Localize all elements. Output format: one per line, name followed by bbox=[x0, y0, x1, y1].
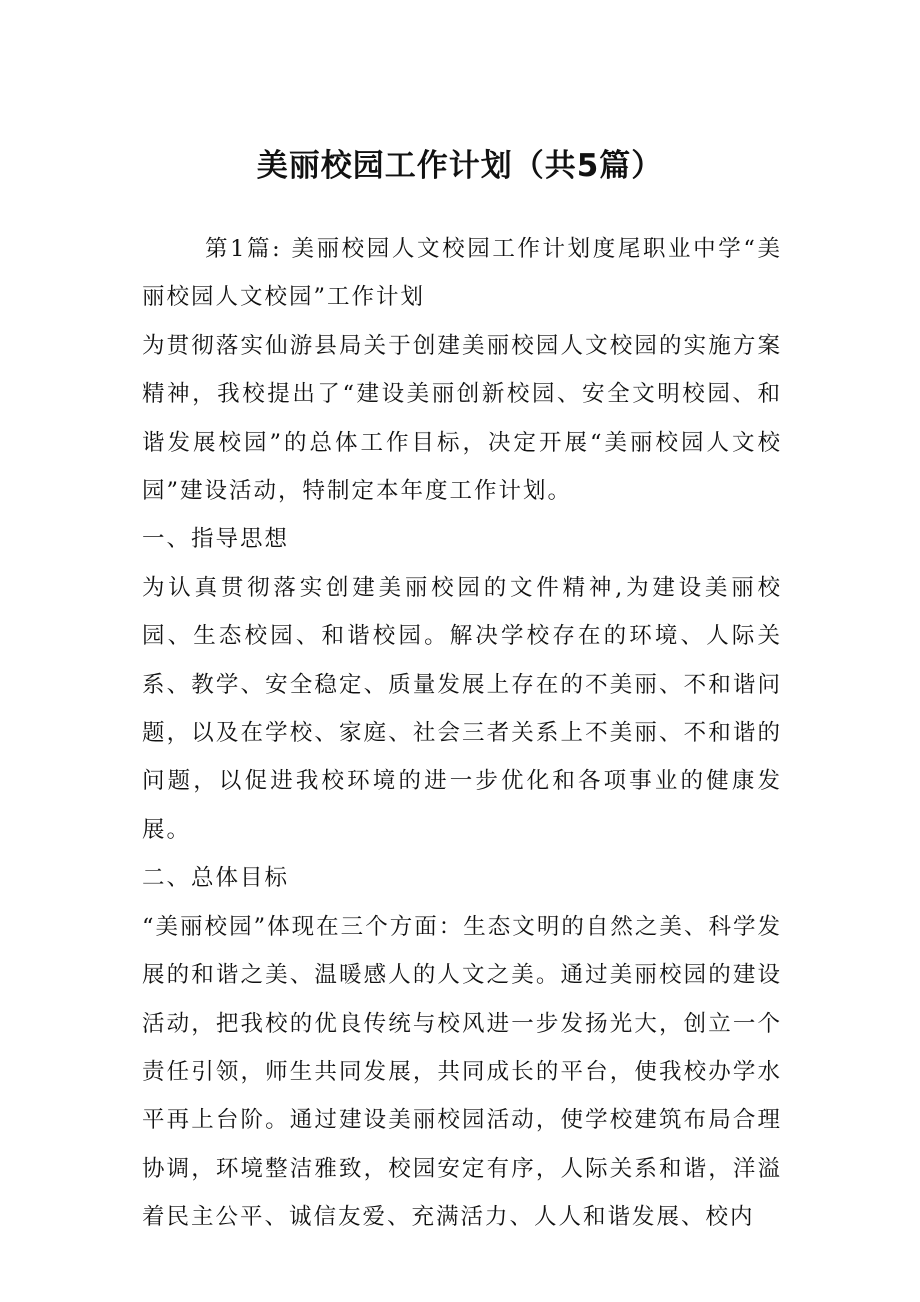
paragraph-overall-goal: “美丽校园”体现在三个方面：生态文明的自然之美、科学发展的和谐之美、温暖感人的人文之美。通过美丽校园的建设活动，把我校的优良传统与校风进一步发扬光大，创立一个责任引领，师生共同发展，共同成长的平台，使我校办学水平再上台阶。通过建设美丽校园活动，使学校建筑布局合理协调，环境整洁雅致，校园安定有序，人际关系和谐，洋溢着民主公平、诚信友爱、充满活力、人人和谐发展、校内 bbox=[142, 913, 782, 1231]
section-heading-overall-goal: 二、总体目标 bbox=[142, 865, 290, 892]
paragraph-guiding-thought: 为认真贯彻落实创建美丽校园的文件精神,为建设美丽校园、生态校园、和谐校园。解决学校存在的环境、人际关系、教学、安全稳定、质量发展上存在的不美丽、不和谐问题，以及在学校、家庭、社会三者关系上不美丽、不和谐的问题，以促进我校环境的进一步优化和各项事业的健康发展。 bbox=[142, 574, 782, 843]
paragraph-heading-part1: 第1篇: 美丽校园人文校园工作计划度尾职业中学“美丽校园人文校园”工作计划 bbox=[142, 236, 782, 311]
paragraph-intro: 为贯彻落实仙游县局关于创建美丽校园人文校园的实施方案精神，我校提出了“建设美丽创新校园、安全文明校园、和谐发展校园”的总体工作目标，决定开展“美丽校园人文校园”建设活动，特制定本年度工作计划。 bbox=[142, 332, 782, 505]
section-heading-guiding-thought: 一、指导思想 bbox=[142, 526, 290, 553]
document-body bbox=[142, 225, 782, 1242]
document-title: 美丽校园工作计划（共5篇） bbox=[256, 148, 664, 184]
